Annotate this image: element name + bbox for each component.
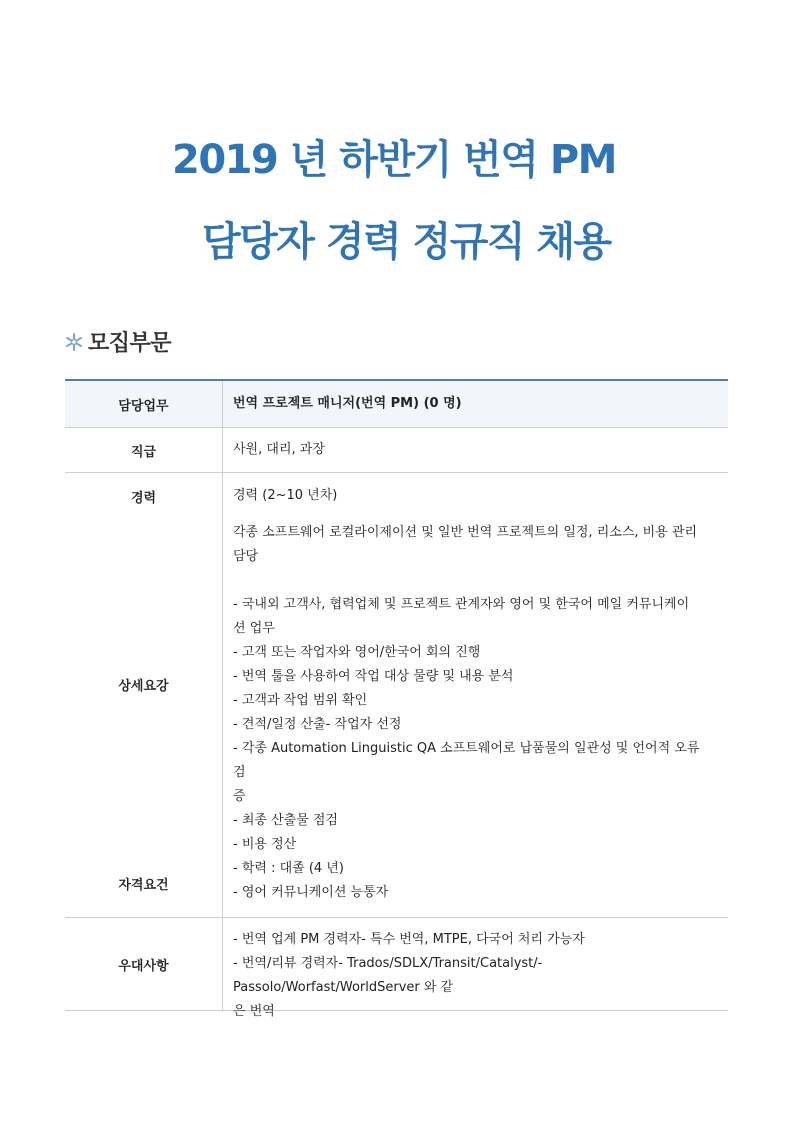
detail-item: 증: [233, 789, 246, 804]
section-label: 모집부문: [88, 331, 172, 356]
detail-item: - 비용 정산: [233, 837, 297, 852]
preference-item: 은 번역: [233, 1004, 275, 1019]
requirement-item: - 학력 : 대졸 (4 년): [233, 861, 344, 876]
detail-intro-line: 담당: [233, 549, 259, 564]
table-row: [65, 918, 728, 1019]
preference-item: - 번역 업계 PM 경력자- 특수 번역, MTPE, 다국어 처리 가능자: [233, 932, 585, 947]
row-label: 담당업무: [65, 381, 223, 427]
row-value: [223, 849, 728, 917]
row-label: 상세요강: [65, 519, 223, 849]
table-row: [65, 519, 728, 852]
recruit-table: [65, 379, 728, 1019]
row-label: 직급: [65, 428, 223, 472]
section-heading: [64, 326, 171, 357]
table-row: [65, 849, 728, 918]
table-row: [65, 428, 728, 473]
preference-item: - 번역/리뷰 경력자- Trados/SDLX/Transit/Catalyst/- Passolo/Worfast/WorldServer 와 같: [233, 956, 543, 995]
detail-item: - 번역 툴을 사용하여 작업 대상 물량 및 내용 분석: [233, 669, 514, 684]
row-value: 번역 프로젝트 매니저(번역 PM) (0 명): [233, 396, 462, 411]
detail-item: - 고객 또는 작업자와 영어/한국어 회의 진행: [233, 645, 481, 660]
detail-item: - 고객과 작업 범위 확인: [233, 693, 368, 708]
page-title-line2: 담당자 경력 정규직 채용: [202, 219, 611, 265]
detail-item: 션 업무: [233, 621, 275, 636]
row-value: 사원, 대리, 과장: [233, 442, 325, 457]
detail-item: - 견적/일정 산출- 작업자 선정: [233, 717, 402, 732]
table-row: [65, 381, 728, 428]
detail-item: - 각종 Automation Linguistic QA 소프트웨어로 납품물의 일관성 및 언어적 오류 검: [233, 741, 700, 780]
row-value: [223, 918, 728, 1019]
requirement-item: - 영어 커뮤니케이션 능통자: [233, 885, 389, 900]
detail-item: - 최종 산출물 점검: [233, 813, 338, 828]
detail-item: - 국내외 고객사, 협력업체 및 프로젝트 관계자와 영어 및 한국어 메일 커뮤니케이: [233, 597, 690, 612]
row-label: 경력: [65, 473, 223, 519]
row-value: 경력 (2~10 년차): [233, 488, 338, 503]
row-value: [223, 519, 728, 852]
row-label: 자격요건: [65, 849, 223, 917]
page-title-line1: 2019 년 하반기 번역 PM: [172, 137, 616, 183]
row-label: 우대사항: [65, 918, 223, 1010]
detail-intro-line: 각종 소프트웨어 로컬라이제이션 및 일반 번역 프로젝트의 일정, 리소스, 비용 관리: [233, 525, 698, 540]
snowflake-icon: [64, 332, 84, 352]
table-row: [65, 473, 728, 519]
